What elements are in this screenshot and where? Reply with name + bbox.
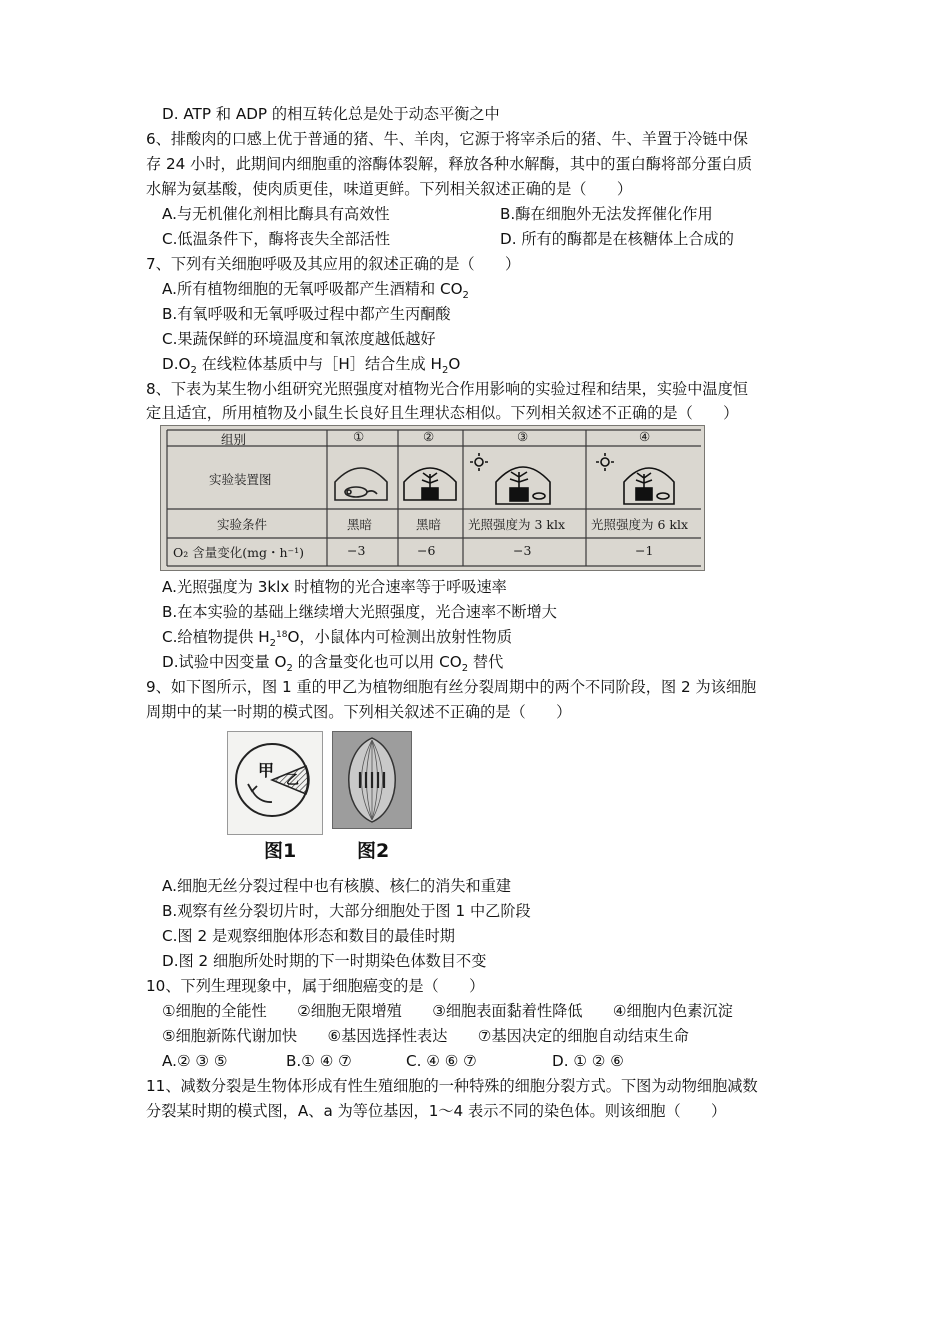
option-10a: A.② ③ ⑤	[162, 1052, 228, 1070]
table-row-o2: O₂ 含量变化(mg・h⁻¹)	[173, 545, 304, 560]
fig1-label-jia: 甲	[258, 761, 275, 780]
question-11-stem: 分裂某时期的模式图，A、a 为等位基因，1～4 表示不同的染色体。则该细胞（ ）	[146, 1102, 727, 1120]
option-6b: B.酶在细胞外无法发挥催化作用	[500, 205, 713, 223]
question-11-stem: 11、减数分裂是生物体形成有性生殖细胞的一种特殊的细胞分裂方式。下图为动物细胞减数	[146, 1077, 758, 1095]
figure-2-mitosis-cell	[332, 731, 412, 829]
table-row-condition: 实验条件	[217, 517, 268, 532]
table-header-group: 组别	[221, 432, 247, 447]
table-header-c3: ③	[517, 429, 529, 444]
table-row-device: 实验装置图	[209, 472, 272, 487]
experiment-table-photo	[160, 425, 705, 571]
table-header-c4: ④	[639, 429, 651, 444]
figure-1-cell-cycle	[227, 731, 323, 835]
option-10d: D. ① ② ⑥	[552, 1052, 624, 1070]
table-cond-2: 黑暗	[416, 517, 442, 532]
option-6d: D. 所有的酶都是在核糖体上合成的	[500, 230, 734, 248]
option-9a: A.细胞无丝分裂过程中也有核膜、核仁的消失和重建	[162, 877, 512, 895]
option-10b: B.① ④ ⑦	[286, 1052, 352, 1070]
option-10c: C. ④ ⑥ ⑦	[406, 1052, 477, 1070]
option-8a: A.光照强度为 3klx 时植物的光合速率等于呼吸速率	[162, 578, 507, 596]
option-8d: D.试验中因变量 $O_2$ 的含量变化也可以用 $CO_2$ 替代	[162, 653, 504, 674]
question-10-items: ⑤细胞新陈代谢加快 ⑥基因选择性表达 ⑦基因决定的细胞自动结束生命	[162, 1027, 689, 1045]
option-7c: C.果蔬保鲜的环境温度和氧浓度越低越好	[162, 330, 436, 348]
option-6a: A.与无机催化剂相比酶具有高效性	[162, 205, 390, 223]
table-header-c1: ①	[353, 429, 365, 444]
line-q5-d: D. ATP 和 ADP 的相互转化总是处于动态平衡之中	[162, 105, 500, 123]
option-8c: C.给植物提供 $H_2^{18}O$，小鼠体内可检测出放射性物质	[162, 628, 513, 649]
table-cond-4: 光照强度为 6 klx	[591, 517, 689, 532]
figure-1-caption: 图1	[264, 840, 297, 862]
table-o2-2: −6	[417, 543, 436, 558]
table-o2-4: −1	[635, 543, 654, 558]
fig1-label-yi: 乙	[286, 773, 300, 788]
question-9-stem: 周期中的某一时期的模式图。下列相关叙述不正确的是（ ）	[146, 703, 572, 721]
option-7b: B.有氧呼吸和无氧呼吸过程中都产生丙酮酸	[162, 305, 451, 323]
option-8b: B.在本实验的基础上继续增大光照强度，光合速率不断增大	[162, 603, 557, 621]
table-o2-3: −3	[513, 543, 532, 558]
question-6-stem: 水解为氨基酸，使肉质更佳，味道更鲜。下列相关叙述正确的是（ ）	[146, 180, 632, 198]
table-o2-1: −3	[347, 543, 366, 558]
option-7d: $D.O_2$ 在线粒体基质中与［H］结合生成 $H_2O$	[162, 355, 461, 376]
option-9c: C.图 2 是观察细胞体形态和数目的最佳时期	[162, 927, 455, 945]
option-9d: D.图 2 细胞所处时期的下一时期染色体数目不变	[162, 952, 487, 970]
table-cond-1: 黑暗	[347, 517, 373, 532]
question-8-stem: 定且适宜，所用植物及小鼠生长良好且生理状态相似。下列相关叙述不正确的是（ ）	[146, 404, 739, 422]
option-9b: B.观察有丝分裂切片时，大部分细胞处于图 1 中乙阶段	[162, 902, 531, 920]
question-10-stem: 10、下列生理现象中，属于细胞癌变的是（ ）	[146, 977, 485, 995]
question-6-stem: 6、排酸肉的口感上优于普通的猪、牛、羊肉，它源于将宰杀后的猪、牛、羊置于冷链中保	[146, 130, 748, 148]
question-8-stem: 8、下表为某生物小组研究光照强度对植物光合作用影响的实验过程和结果，实验中温度恒	[146, 380, 748, 398]
table-header-c2: ②	[423, 429, 435, 444]
question-9-stem: 9、如下图所示，图 1 重的甲乙为植物细胞有丝分裂周期中的两个不同阶段，图 2 为该细胞	[146, 678, 757, 696]
table-cond-3: 光照强度为 3 klx	[468, 517, 566, 532]
figure-2-caption: 图2	[357, 840, 390, 862]
question-6-stem: 存 24 小时，此期间内细胞重的溶酶体裂解，释放各种水解酶，其中的蛋白酶将部分蛋白质	[146, 155, 753, 173]
option-6c: C.低温条件下，酶将丧失全部活性	[162, 230, 391, 248]
option-7a: A.所有植物细胞的无氧呼吸都产生酒精和 $CO_2$	[162, 280, 469, 301]
question-10-items: ①细胞的全能性 ②细胞无限增殖 ③细胞表面黏着性降低 ④细胞内色素沉淀	[162, 1002, 733, 1020]
question-7-stem: 7、下列有关细胞呼吸及其应用的叙述正确的是（ ）	[146, 255, 521, 273]
